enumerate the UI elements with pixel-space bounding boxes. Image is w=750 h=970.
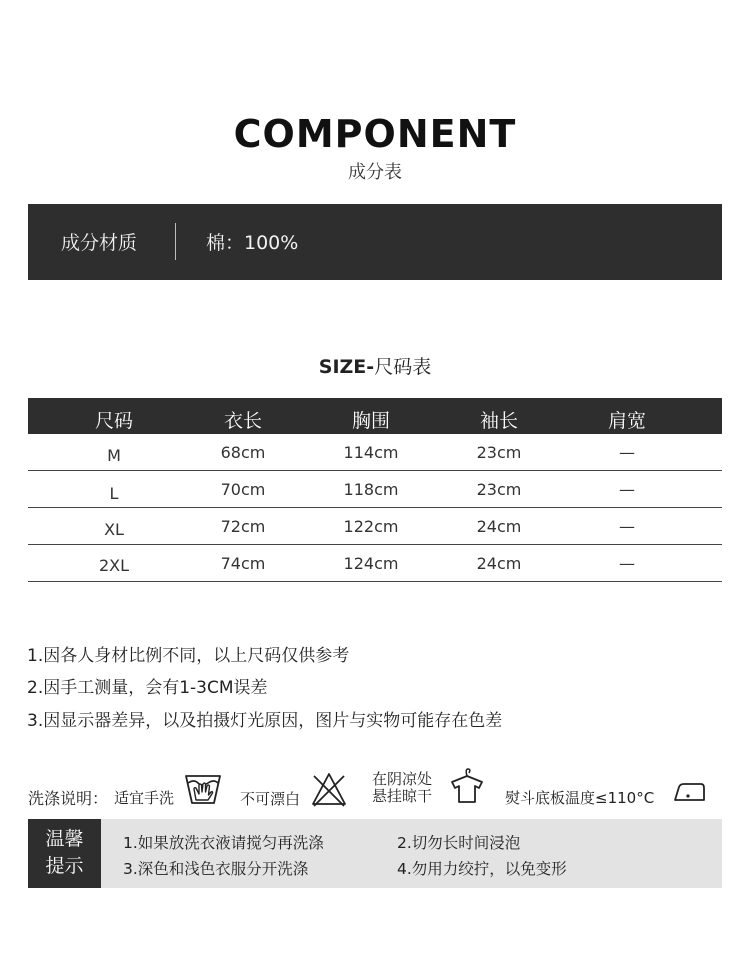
table-cell: — — [619, 443, 635, 462]
care-no-bleach-text: 不可漂白 — [240, 790, 301, 808]
care-instructions — [0, 766, 750, 814]
table-row — [28, 434, 722, 471]
table-cell: 2XL — [98, 556, 130, 575]
header-cell-length: 衣长 — [223, 410, 262, 432]
size-chart-title — [0, 352, 750, 379]
page-title: COMPONENT — [233, 112, 517, 156]
table-cell: 118cm — [343, 480, 399, 499]
tip-2: 2.切勿长时间浸泡 — [397, 834, 521, 852]
table-cell: M — [107, 446, 121, 465]
table-cell: 74cm — [220, 554, 266, 573]
table-cell: 68cm — [220, 443, 266, 462]
note-1: 1.因各人身材比例不同，以上尺码仅供参考 — [27, 646, 350, 666]
care-hand-wash-text: 适宜手洗 — [114, 789, 175, 807]
table-cell: — — [619, 517, 635, 536]
note-3: 3.因显示器差异，以及拍摄灯光原因，图片与实物可能存在色差 — [27, 711, 503, 731]
tips-tag-line2: 提示 — [45, 855, 84, 877]
header-cell-size: 尺码 — [94, 410, 133, 432]
header-cell-shoulder: 肩宽 — [607, 410, 646, 432]
component-value: 棉：100% — [206, 232, 299, 254]
care-iron-text: 熨斗底板温度≤110°C — [505, 789, 655, 807]
hand-wash-icon — [183, 770, 223, 806]
table-cell: 24cm — [476, 517, 522, 536]
tip-1: 1.如果放洗衣液请搅匀再洗涤 — [123, 834, 324, 852]
component-divider — [175, 223, 176, 260]
table-cell: 70cm — [220, 480, 266, 499]
table-cell: — — [619, 554, 635, 573]
component-label: 成分材质 — [61, 232, 138, 254]
table-cell: L — [109, 484, 119, 503]
tip-4: 4.勿用力绞拧，以免变形 — [397, 860, 567, 878]
hang-dry-icon — [448, 767, 486, 805]
table-row — [28, 471, 722, 508]
care-shade-dry-line1: 在阴凉处 — [372, 770, 433, 788]
table-cell: 23cm — [476, 480, 522, 499]
size-title-bold: SIZE- — [318, 356, 375, 378]
table-cell: 124cm — [343, 554, 399, 573]
table-cell: 114cm — [343, 443, 399, 462]
table-cell: — — [619, 480, 635, 499]
tips-box — [28, 819, 722, 888]
table-cell: 72cm — [220, 517, 266, 536]
header-cell-chest: 胸围 — [351, 410, 390, 432]
header-cell-sleeve: 袖长 — [479, 410, 518, 432]
table-cell: XL — [104, 520, 124, 539]
table-cell: 23cm — [476, 443, 522, 462]
no-bleach-icon — [310, 771, 348, 807]
table-cell: 122cm — [343, 517, 399, 536]
size-table-header — [28, 398, 722, 434]
table-row — [28, 508, 722, 545]
tips-tag — [28, 819, 101, 888]
note-2: 2.因手工测量，会有1-3CM误差 — [27, 678, 268, 698]
table-row — [28, 545, 722, 582]
care-label: 洗涤说明： — [28, 789, 109, 808]
size-table — [28, 398, 722, 582]
iron-icon — [673, 781, 707, 803]
tip-3: 3.深色和浅色衣服分开洗涤 — [123, 860, 309, 878]
component-bar — [28, 204, 722, 280]
tips-tag-line1: 温馨 — [45, 828, 84, 850]
table-cell: 24cm — [476, 554, 522, 573]
page-subtitle: 成分表 — [348, 162, 402, 183]
care-shade-dry-line2: 悬挂晾干 — [372, 787, 433, 805]
size-title-rest: 尺码表 — [374, 356, 432, 378]
